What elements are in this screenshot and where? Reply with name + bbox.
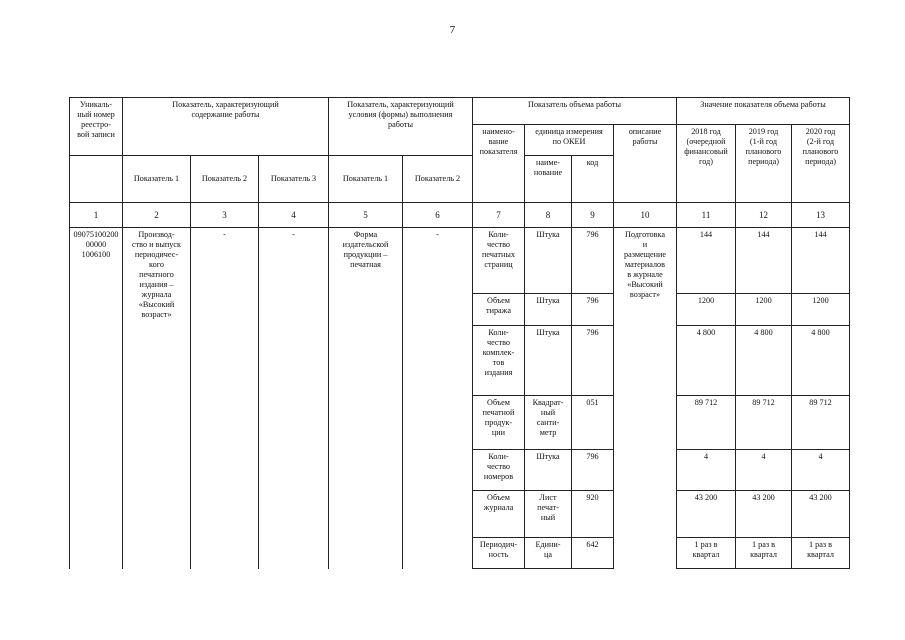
row-value-2018: 1200: [677, 294, 736, 326]
header-content-3: Показатель 3: [259, 156, 329, 203]
header-year-2020: 2020 год (2-й год планового периода): [792, 125, 850, 203]
header-volume-value: Значение показателя объема работы: [677, 98, 850, 125]
row-value-2019: 4: [736, 450, 792, 491]
row-code: 796: [572, 326, 614, 396]
record-description: Подготовка и размещение материалов в журнале «Высокий возраст»: [614, 228, 677, 569]
row-value-2018: 4 800: [677, 326, 736, 396]
column-number: 5: [329, 203, 403, 228]
header-unique-number: Уникаль- ный номер реестро- вой записи: [70, 98, 123, 156]
column-number: 1: [70, 203, 123, 228]
registry-table: [69, 97, 850, 569]
header-indicator-name: наимено- вание показателя: [473, 125, 525, 203]
record-cond-1: Форма издательской продукции – печатная: [329, 228, 403, 569]
row-unit: Квадрат- ный санти- метр: [525, 396, 572, 450]
row-value-2020: 43 200: [792, 491, 850, 538]
row-name: Периодич- ность: [473, 538, 525, 569]
row-code: 920: [572, 491, 614, 538]
header-unit-code: код: [572, 156, 614, 203]
header-volume-indicator: Показатель объема работы: [473, 98, 677, 125]
row-unit: Штука: [525, 450, 572, 491]
header-description: описание работы: [614, 125, 677, 203]
header-content-2: Показатель 2: [191, 156, 259, 203]
header-cond-2: Показатель 2: [403, 156, 473, 203]
row-value-2018: 43 200: [677, 491, 736, 538]
row-value-2020: 1200: [792, 294, 850, 326]
header-year-2019: 2019 год (1-й год планового периода): [736, 125, 792, 203]
row-name: Коли- чество печатных страниц: [473, 228, 525, 294]
row-code: 796: [572, 450, 614, 491]
column-number: 6: [403, 203, 473, 228]
column-number: 12: [736, 203, 792, 228]
page-number: 7: [449, 24, 456, 36]
row-value-2019: 1200: [736, 294, 792, 326]
row-code: 642: [572, 538, 614, 569]
row-unit: Лист печат- ный: [525, 491, 572, 538]
header-content-1: Показатель 1: [123, 156, 191, 203]
row-value-2018: 89 712: [677, 396, 736, 450]
column-number: 2: [123, 203, 191, 228]
column-number: 11: [677, 203, 736, 228]
record-content-2: -: [191, 228, 259, 569]
column-number: 8: [525, 203, 572, 228]
header-cond-1: Показатель 1: [329, 156, 403, 203]
row-name: Объем журнала: [473, 491, 525, 538]
header-conditions-indicator: Показатель, характеризующий условия (формы) выполнения работы: [329, 98, 473, 156]
row-value-2020: 4: [792, 450, 850, 491]
table-row: [70, 228, 850, 294]
row-value-2020: 4 800: [792, 326, 850, 396]
header-okei-unit: единица измерения по ОКЕИ: [525, 125, 614, 156]
record-cond-2: -: [403, 228, 473, 569]
header-content-indicator: Показатель, характеризующий содержание работы: [123, 98, 329, 156]
row-code: 051: [572, 396, 614, 450]
row-unit: Штука: [525, 326, 572, 396]
column-number: 9: [572, 203, 614, 228]
row-value-2018: 144: [677, 228, 736, 294]
column-number: 4: [259, 203, 329, 228]
column-number: 10: [614, 203, 677, 228]
header-blank-cell: [70, 156, 123, 203]
record-unique-number: 0907510020000000 1006100: [70, 228, 123, 569]
row-value-2018: 4: [677, 450, 736, 491]
row-unit: Штука: [525, 228, 572, 294]
record-content-1: Производ- ство и выпуск периодичес- кого печатного издания – журнала «Высокий возраст»: [123, 228, 191, 569]
row-value-2020: 144: [792, 228, 850, 294]
row-code: 796: [572, 228, 614, 294]
row-name: Объем тиража: [473, 294, 525, 326]
row-unit: Едини- ца: [525, 538, 572, 569]
row-value-2019: 4 800: [736, 326, 792, 396]
row-value-2019: 43 200: [736, 491, 792, 538]
row-name: Коли- чество номеров: [473, 450, 525, 491]
row-name: Коли- чество комплек- тов издания: [473, 326, 525, 396]
row-unit: Штука: [525, 294, 572, 326]
record-content-3: -: [259, 228, 329, 569]
header-year-2018: 2018 год (очередной финансовый год): [677, 125, 736, 203]
row-code: 796: [572, 294, 614, 326]
column-number: 7: [473, 203, 525, 228]
row-name: Объем печатной продук- ции: [473, 396, 525, 450]
row-value-2020: 89 712: [792, 396, 850, 450]
column-number: 3: [191, 203, 259, 228]
column-number: 13: [792, 203, 850, 228]
header-unit-name: наиме- нование: [525, 156, 572, 203]
row-value-2020: 1 раз в квартал: [792, 538, 850, 569]
row-value-2019: 89 712: [736, 396, 792, 450]
row-value-2018: 1 раз в квартал: [677, 538, 736, 569]
row-value-2019: 1 раз в квартал: [736, 538, 792, 569]
row-value-2019: 144: [736, 228, 792, 294]
